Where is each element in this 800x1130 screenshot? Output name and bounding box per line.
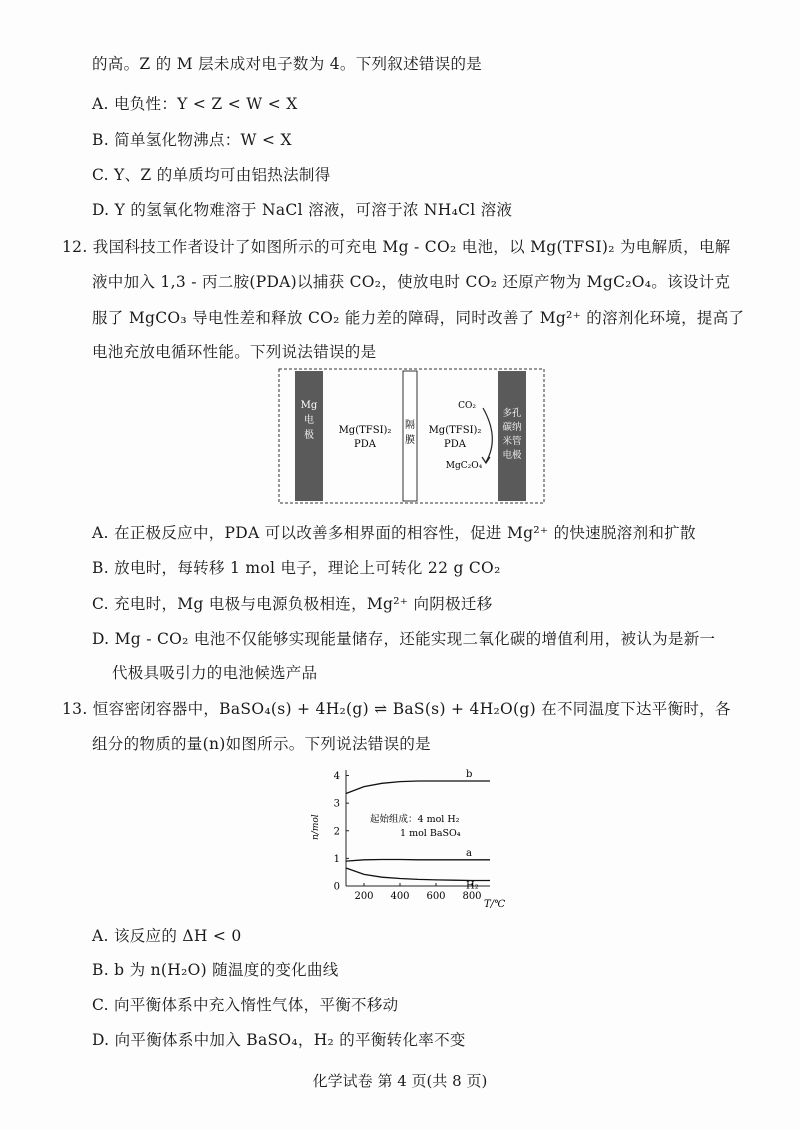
start-composition-label: 起始组成：4 mol H₂ [370,814,460,825]
separator-label: 膜 [405,435,415,446]
carbon-electrode-label: 电极 [502,450,522,461]
q11-stem-tail: 的高。Z 的 M 层未成对电子数为 4。下列叙述错误的是 [92,55,483,73]
x-tick-label: 600 [426,891,446,902]
q12-option-b: B. 放电时，每转移 1 mol 电子，理论上可转化 22 g CO₂ [92,559,501,577]
page-footer: 化学试卷 第 4 页(共 8 页) [312,1072,488,1090]
co2-label: CO₂ [458,401,476,411]
series-label: H₂ [466,880,479,892]
q13-stem-line-2: 组分的物质的量(n)如图所示。下列说法错误的是 [92,735,431,753]
carbon-electrode-label: 碳纳 [502,422,522,433]
y-tick-label: 1 [333,853,340,865]
q13-option-b: B. b 为 n(H₂O) 随温度的变化曲线 [92,961,339,979]
series-label: b [466,769,473,781]
x-tick-label: 200 [354,891,374,902]
right-electrolyte-label: Mg(TFSI)₂ [428,425,482,436]
q11-option-d: D. Y 的氢氧化物难溶于 NaCl 溶液，可溶于浓 NH₄Cl 溶液 [92,201,513,219]
equilibrium-chart [310,762,510,912]
q12-option-c: C. 充电时，Mg 电极与电源负极相连，Mg²⁺ 向阴极迁移 [92,595,493,613]
left-electrolyte-label: Mg(TFSI)₂ [338,425,392,436]
series-line-1 [346,860,490,862]
q12-stem-line-1: 12. 我国科技工作者设计了如图所示的可充电 Mg - CO₂ 电池，以 Mg(TFSI)₂ 为电解质，电解 [62,238,731,256]
q13-stem-line-1: 13. 恒容密闭容器中，BaSO₄(s) + 4H₂(g) ⇌ BaS(s) + 4H₂O(g) 在不同温度下达平衡时，各 [62,700,731,718]
q12-stem-line-2: 液中加入 1,3 - 丙二胺(PDA)以捕获 CO₂，使放电时 CO₂ 还原产物为 MgC₂O₄。该设计克 [92,273,731,291]
left-electrolyte-label: PDA [354,439,376,450]
y-tick-label: 4 [333,771,340,783]
q12-option-d-line-2: 代极具吸引力的电池候选产品 [112,664,318,682]
mg-electrode-label: Mg [300,400,318,411]
q12-option-d-line-1: D. Mg - CO₂ 电池不仅能够实现能量储存，还能实现二氧化碳的增值利用，被认为是新一 [92,630,716,648]
y-tick-label: 0 [333,881,340,893]
carbon-electrode-label: 多孔 [502,408,522,419]
x-axis-label: T/℃ [484,899,506,910]
q11-option-c: C. Y、Z 的单质均可由铝热法制得 [92,166,331,184]
q12-stem-line-4: 电池充放电循环性能。下列说法错误的是 [92,343,377,361]
right-electrolyte-label: PDA [444,439,466,450]
carbon-electrode-label: 米管 [502,436,522,447]
y-axis-label: n/mol [311,814,321,840]
reaction-arrow [483,408,492,462]
series-label: a [466,847,472,859]
y-tick-label: 3 [333,798,340,810]
q12-stem-line-3: 服了 MgCO₃ 导电性差和释放 CO₂ 能力差的障碍，同时改善了 Mg²⁺ 的溶剂化环境，提高了 [92,309,745,327]
q13-option-c: C. 向平衡体系中充入惰性气体，平衡不移动 [92,996,399,1014]
series-line-0 [346,781,490,794]
q13-option-d: D. 向平衡体系中加入 BaSO₄，H₂ 的平衡转化率不变 [92,1031,466,1049]
q12-option-a: A. 在正极反应中，PDA 可以改善多相界面的相容性，促进 Mg²⁺ 的快速脱溶剂和扩散 [92,524,696,542]
mg-electrode-label: 电 [304,415,314,426]
q13-option-a: A. 该反应的 ΔH < 0 [92,927,242,945]
mgc2o4-label: MgC₂O₄ [445,461,483,471]
x-tick-label: 400 [390,891,410,902]
separator-label: 隔 [405,420,415,431]
arrow-head-icon [482,457,490,463]
q11-option-a: A. 电负性：Y < Z < W < X [92,95,298,113]
q11-option-b: B. 简单氢化物沸点：W < X [92,131,292,149]
mg-electrode-label: 极 [304,430,314,441]
battery-diagram [278,368,546,506]
x-tick-label: 800 [462,891,482,902]
series-line-2 [346,868,490,881]
y-tick-label: 2 [333,826,340,838]
start-composition-label: 1 mol BaSO₄ [400,828,461,839]
